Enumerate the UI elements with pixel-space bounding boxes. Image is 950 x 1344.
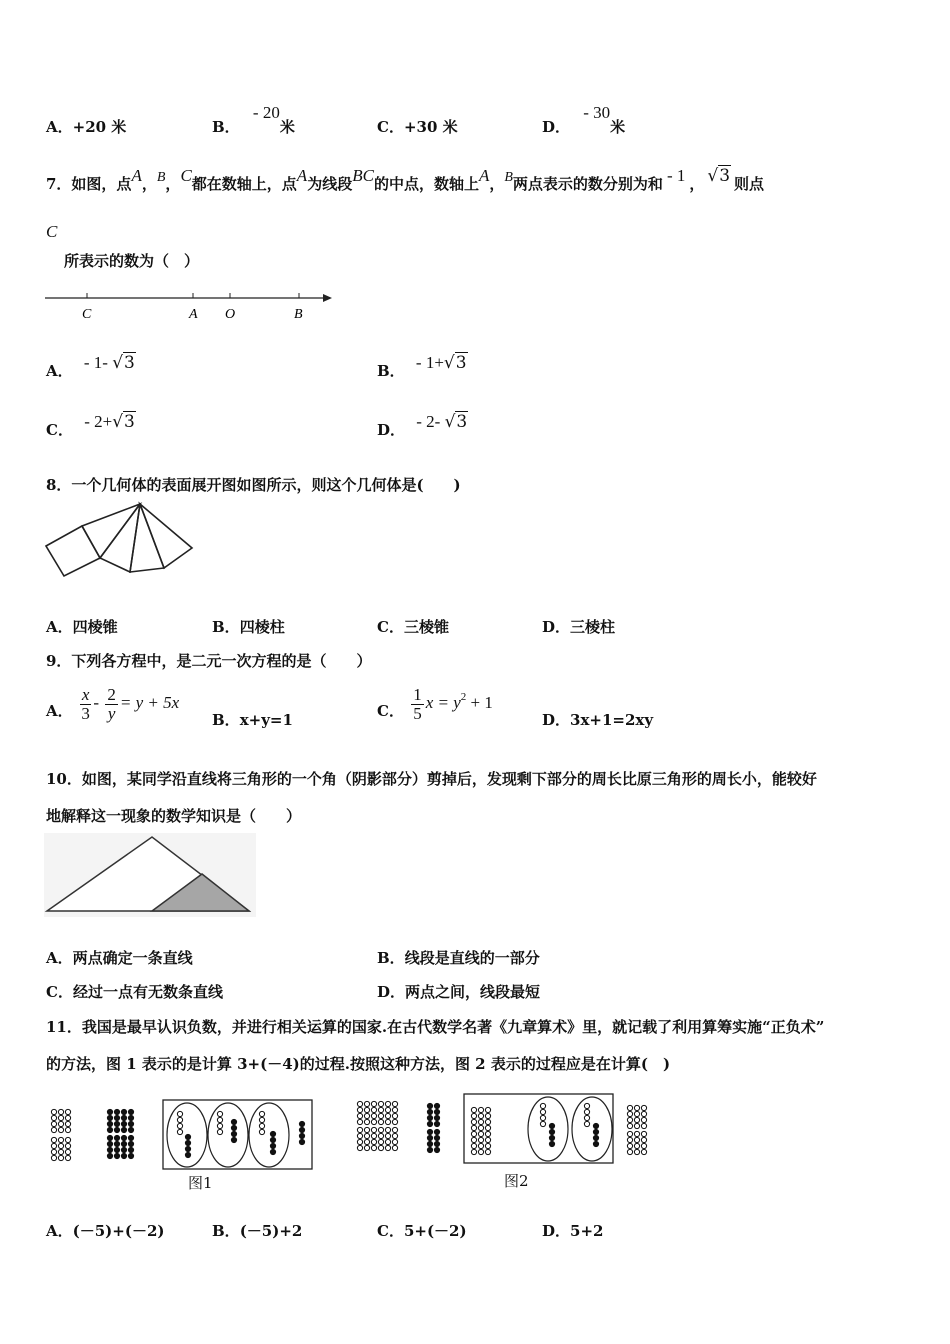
rod-hollow xyxy=(627,1137,632,1142)
rod-hollow xyxy=(471,1119,476,1124)
rod-hollow xyxy=(385,1119,390,1124)
rod-hollow xyxy=(485,1125,490,1130)
rod-filled xyxy=(270,1137,275,1142)
q11-option-a[interactable]: A．(－5)+(－2) xyxy=(46,1222,165,1240)
number-line-figure xyxy=(40,285,340,330)
rod-hollow xyxy=(357,1101,362,1106)
rod-hollow xyxy=(478,1131,483,1136)
rod-filled xyxy=(128,1153,133,1158)
fig2-pair-ellipse-1 xyxy=(528,1097,568,1161)
rod-filled xyxy=(270,1143,275,1148)
rod-hollow xyxy=(485,1119,490,1124)
q7-question-text: 7．如图，点A，B，C都在数轴上，点A为线段BC的中点，数轴上A，B两点表示的数分别为和 - 1 ， √3 则点 xyxy=(46,166,765,193)
rod-hollow xyxy=(371,1101,376,1106)
rod-hollow xyxy=(385,1107,390,1112)
rod-filled xyxy=(121,1147,126,1152)
rod-hollow xyxy=(634,1131,639,1136)
rod-hollow xyxy=(58,1109,63,1114)
rod-hollow xyxy=(378,1107,383,1112)
rod-hollow xyxy=(471,1131,476,1136)
rod-hollow xyxy=(364,1127,369,1132)
rod-filled xyxy=(107,1153,112,1158)
rod-hollow xyxy=(357,1133,362,1138)
rod-hollow xyxy=(217,1117,222,1122)
q8-option-a[interactable]: A．四棱锥 xyxy=(46,618,118,636)
rod-hollow xyxy=(371,1107,376,1112)
rod-hollow xyxy=(51,1155,56,1160)
rod-hollow xyxy=(485,1131,490,1136)
q9-question-text: 9．下列各方程中，是二元一次方程的是（ ） xyxy=(46,652,372,670)
rod-hollow xyxy=(371,1113,376,1118)
rod-hollow xyxy=(385,1113,390,1118)
rod-hollow xyxy=(627,1117,632,1122)
rod-filled xyxy=(121,1135,126,1140)
q8-option-c[interactable]: C．三棱锥 xyxy=(377,618,449,636)
rod-hollow xyxy=(471,1149,476,1154)
rod-hollow xyxy=(392,1107,397,1112)
rod-filled xyxy=(231,1119,236,1124)
rod-filled xyxy=(114,1115,119,1120)
rod-hollow xyxy=(177,1111,182,1116)
rod-filled xyxy=(107,1135,112,1140)
cut-triangle-figure xyxy=(44,833,256,917)
rod-hollow xyxy=(478,1113,483,1118)
rod-hollow xyxy=(65,1143,70,1148)
q7-option-a[interactable]: A． - 1- √3 xyxy=(46,353,135,380)
rod-filled xyxy=(121,1153,126,1158)
fig1-pair-ellipse-3 xyxy=(249,1103,289,1167)
rod-hollow xyxy=(65,1115,70,1120)
rod-filled xyxy=(107,1115,112,1120)
q8-option-b[interactable]: B．四棱柱 xyxy=(212,618,285,636)
rod-filled xyxy=(128,1135,133,1140)
rod-filled xyxy=(185,1146,190,1151)
rod-hollow xyxy=(392,1101,397,1106)
rod-hollow xyxy=(364,1119,369,1124)
rod-filled xyxy=(299,1121,304,1126)
rod-filled xyxy=(114,1121,119,1126)
rod-hollow xyxy=(65,1121,70,1126)
rod-filled xyxy=(121,1121,126,1126)
axis-label-o: O xyxy=(225,307,236,322)
rod-hollow xyxy=(259,1111,264,1116)
rod-filled xyxy=(427,1129,432,1134)
rod-hollow xyxy=(58,1121,63,1126)
rod-hollow xyxy=(540,1103,545,1108)
q10-question-line1: 10．如图，某同学沿直线将三角形的一个角（阴影部分）剪掉后，发现剩下部分的周长比原三角形的周长小，能较好 xyxy=(46,770,817,788)
rod-hollow xyxy=(259,1117,264,1122)
rod-hollow xyxy=(378,1133,383,1138)
rod-hollow xyxy=(385,1145,390,1150)
rod-hollow xyxy=(641,1105,646,1110)
rod-hollow xyxy=(641,1149,646,1154)
rod-hollow xyxy=(259,1129,264,1134)
rod-filled xyxy=(114,1109,119,1114)
rod-hollow xyxy=(371,1119,376,1124)
q7-question-text-line2: C 所表示的数为（ ） xyxy=(46,222,200,270)
rod-filled xyxy=(185,1134,190,1139)
rod-hollow xyxy=(627,1111,632,1116)
rod-hollow xyxy=(385,1133,390,1138)
q7-option-b[interactable]: B． - 1+√3 xyxy=(377,353,467,380)
rod-hollow xyxy=(627,1105,632,1110)
fig2-frame xyxy=(464,1094,613,1163)
q9-option-a[interactable]: A． $\frac{x}{3}$ - $\frac{2}{y}$ = y + 5x xyxy=(46,685,180,723)
rod-hollow xyxy=(357,1139,362,1144)
rod-filled xyxy=(434,1147,439,1152)
rod-hollow xyxy=(634,1105,639,1110)
rod-filled xyxy=(270,1131,275,1136)
rod-hollow xyxy=(217,1123,222,1128)
rod-filled xyxy=(593,1135,598,1140)
rod-filled xyxy=(549,1123,554,1128)
rod-filled xyxy=(427,1121,432,1126)
rod-filled xyxy=(107,1141,112,1146)
rod-filled xyxy=(427,1135,432,1140)
rod-hollow xyxy=(58,1155,63,1160)
rod-hollow xyxy=(485,1137,490,1142)
rod-hollow xyxy=(540,1115,545,1120)
rod-hollow xyxy=(392,1133,397,1138)
rod-hollow xyxy=(371,1139,376,1144)
rod-hollow xyxy=(51,1143,56,1148)
rod-hollow xyxy=(364,1145,369,1150)
rod-hollow xyxy=(364,1133,369,1138)
rod-hollow xyxy=(357,1119,362,1124)
rod-filled xyxy=(121,1141,126,1146)
rod-hollow xyxy=(627,1143,632,1148)
rod-hollow xyxy=(471,1137,476,1142)
rod-hollow xyxy=(385,1139,390,1144)
rod-filled xyxy=(299,1133,304,1138)
fig1-caption: 图1 xyxy=(188,1174,213,1192)
q11-option-b[interactable]: B．(－5)+2 xyxy=(212,1222,303,1240)
rod-filled xyxy=(427,1147,432,1152)
rod-hollow xyxy=(584,1121,589,1126)
rod-filled xyxy=(593,1129,598,1134)
rod-filled xyxy=(128,1127,133,1132)
rod-filled xyxy=(549,1135,554,1140)
rod-filled xyxy=(434,1109,439,1114)
q7-option-c[interactable]: C． - 2+√3 xyxy=(46,412,135,439)
rod-filled xyxy=(185,1140,190,1145)
rod-hollow xyxy=(634,1143,639,1148)
rod-hollow xyxy=(177,1117,182,1122)
rod-hollow xyxy=(51,1121,56,1126)
rod-hollow xyxy=(478,1149,483,1154)
fig1-frame xyxy=(163,1100,312,1169)
rod-hollow xyxy=(627,1131,632,1136)
rod-hollow xyxy=(634,1117,639,1122)
q11-option-d[interactable]: D．5+2 xyxy=(542,1222,604,1240)
rod-hollow xyxy=(357,1145,362,1150)
q11-option-c[interactable]: C．5+(－2) xyxy=(377,1222,467,1240)
rod-hollow xyxy=(58,1137,63,1142)
rod-hollow xyxy=(65,1127,70,1132)
rod-hollow xyxy=(371,1127,376,1132)
rod-hollow xyxy=(65,1137,70,1142)
rod-hollow xyxy=(58,1143,63,1148)
rod-hollow xyxy=(641,1111,646,1116)
rod-hollow xyxy=(641,1137,646,1142)
rod-hollow xyxy=(371,1133,376,1138)
fig2-caption: 图2 xyxy=(504,1172,529,1190)
q6-option-b[interactable]: B． - 20米 xyxy=(212,103,295,136)
rod-hollow xyxy=(58,1149,63,1154)
rod-hollow xyxy=(471,1113,476,1118)
rod-hollow xyxy=(478,1125,483,1130)
q11-question-line2: 的方法，图 1 表示的是计算 3+(－4)的过程.按照这种方法，图 2 表示的过程应是在计算( ) xyxy=(46,1055,671,1073)
rod-hollow xyxy=(378,1145,383,1150)
rod-filled xyxy=(231,1131,236,1136)
axis-label-c: C xyxy=(82,307,92,322)
rod-hollow xyxy=(478,1107,483,1112)
rod-filled xyxy=(114,1147,119,1152)
rod-hollow xyxy=(65,1109,70,1114)
rod-filled xyxy=(593,1123,598,1128)
sqrt3-expression: √3 xyxy=(707,166,731,186)
rod-hollow xyxy=(58,1115,63,1120)
rod-filled xyxy=(299,1139,304,1144)
rod-hollow xyxy=(385,1101,390,1106)
rod-filled xyxy=(128,1121,133,1126)
rod-hollow xyxy=(51,1127,56,1132)
rod-hollow xyxy=(634,1123,639,1128)
q6-option-c[interactable]: C．+30 米 xyxy=(377,118,458,136)
axis-label-b: B xyxy=(294,307,303,322)
rod-filled xyxy=(107,1109,112,1114)
rod-hollow xyxy=(65,1149,70,1154)
rod-hollow xyxy=(485,1143,490,1148)
rod-hollow xyxy=(471,1143,476,1148)
rod-hollow xyxy=(378,1127,383,1132)
rod-hollow xyxy=(634,1111,639,1116)
rod-hollow xyxy=(357,1127,362,1132)
rod-hollow xyxy=(385,1127,390,1132)
rod-hollow xyxy=(634,1149,639,1154)
rod-hollow xyxy=(217,1111,222,1116)
q7-option-d[interactable]: D． - 2- √3 xyxy=(377,412,468,439)
rod-hollow xyxy=(58,1127,63,1132)
rod-hollow xyxy=(471,1107,476,1112)
pyramid-net-figure xyxy=(44,502,196,580)
net-face-1 xyxy=(82,504,140,558)
fig2-pair-ellipse-2 xyxy=(572,1097,612,1161)
rod-hollow xyxy=(392,1139,397,1144)
rod-filled xyxy=(121,1115,126,1120)
rod-filled xyxy=(231,1125,236,1130)
rod-hollow xyxy=(627,1149,632,1154)
rod-filled xyxy=(299,1127,304,1132)
fig1-pair-ellipse-2 xyxy=(208,1103,248,1167)
rod-hollow xyxy=(485,1107,490,1112)
rod-hollow xyxy=(357,1107,362,1112)
rod-filled xyxy=(434,1135,439,1140)
rod-filled xyxy=(270,1149,275,1154)
rod-filled xyxy=(107,1147,112,1152)
rod-filled xyxy=(128,1147,133,1152)
rod-hollow xyxy=(378,1119,383,1124)
rod-hollow xyxy=(51,1109,56,1114)
rod-hollow xyxy=(51,1149,56,1154)
rod-hollow xyxy=(371,1145,376,1150)
rod-hollow xyxy=(177,1123,182,1128)
rod-filled xyxy=(107,1127,112,1132)
q6-option-d[interactable]: D． - 30米 xyxy=(542,103,626,136)
q10-option-a[interactable]: A．两点确定一条直线 xyxy=(46,949,193,967)
rod-hollow xyxy=(627,1123,632,1128)
q10-option-b[interactable]: B．线段是直线的一部分 xyxy=(377,949,540,967)
rod-hollow xyxy=(364,1139,369,1144)
rod-hollow xyxy=(641,1117,646,1122)
rod-hollow xyxy=(540,1109,545,1114)
rod-hollow xyxy=(485,1149,490,1154)
rod-filled xyxy=(434,1115,439,1120)
rod-filled xyxy=(114,1153,119,1158)
rod-filled xyxy=(114,1141,119,1146)
rod-hollow xyxy=(259,1123,264,1128)
rod-hollow xyxy=(478,1143,483,1148)
rod-filled xyxy=(549,1129,554,1134)
q9-option-d[interactable]: D．3x+1=2xy xyxy=(542,711,654,729)
axis-arrow-icon xyxy=(323,294,332,302)
rod-hollow xyxy=(364,1113,369,1118)
q8-question-text: 8．一个几何体的表面展开图如图所示，则这个几何体是( ) xyxy=(46,476,461,494)
counting-rods-figure xyxy=(40,1092,670,1172)
rod-hollow xyxy=(485,1113,490,1118)
rod-hollow xyxy=(584,1103,589,1108)
rod-filled xyxy=(434,1129,439,1134)
net-face-4 xyxy=(140,504,192,568)
rod-hollow xyxy=(357,1113,362,1118)
rod-hollow xyxy=(378,1113,383,1118)
rod-hollow xyxy=(540,1121,545,1126)
rod-filled xyxy=(121,1109,126,1114)
rod-filled xyxy=(427,1109,432,1114)
rod-hollow xyxy=(378,1139,383,1144)
rod-hollow xyxy=(584,1115,589,1120)
rod-hollow xyxy=(634,1137,639,1142)
q9-option-b[interactable]: B．x+y=1 xyxy=(212,711,293,729)
q11-question-line1: 11．我国是最早认识负数，并进行相关运算的国家.在古代数学名著《九章算术》里，就记载了利用算筹实施“正负术” xyxy=(46,1018,825,1036)
rod-filled xyxy=(107,1121,112,1126)
rod-hollow xyxy=(378,1101,383,1106)
rod-hollow xyxy=(478,1137,483,1142)
q9-option-c[interactable]: C． $\frac{1}{5}$ $x = y^2 + 1$ xyxy=(377,685,493,723)
rod-filled xyxy=(128,1109,133,1114)
rod-filled xyxy=(593,1141,598,1146)
rod-filled xyxy=(434,1141,439,1146)
q10-option-c[interactable]: C．经过一点有无数条直线 xyxy=(46,983,223,1001)
rod-hollow xyxy=(364,1107,369,1112)
net-face-2 xyxy=(100,504,140,572)
rod-filled xyxy=(549,1141,554,1146)
rod-hollow xyxy=(177,1129,182,1134)
rod-hollow xyxy=(392,1127,397,1132)
rod-filled xyxy=(114,1127,119,1132)
net-face-3 xyxy=(130,504,164,572)
rod-hollow xyxy=(51,1137,56,1142)
rod-hollow xyxy=(478,1119,483,1124)
rod-hollow xyxy=(364,1101,369,1106)
rod-filled xyxy=(128,1141,133,1146)
rod-hollow xyxy=(471,1125,476,1130)
rod-filled xyxy=(231,1137,236,1142)
rod-filled xyxy=(114,1135,119,1140)
rod-hollow xyxy=(392,1119,397,1124)
rod-hollow xyxy=(641,1143,646,1148)
rod-filled xyxy=(427,1141,432,1146)
rod-filled xyxy=(128,1115,133,1120)
rod-hollow xyxy=(217,1129,222,1134)
rod-hollow xyxy=(641,1123,646,1128)
rod-hollow xyxy=(392,1113,397,1118)
rod-filled xyxy=(121,1127,126,1132)
rod-hollow xyxy=(392,1145,397,1150)
rod-hollow xyxy=(65,1155,70,1160)
rod-filled xyxy=(434,1103,439,1108)
axis-label-a: A xyxy=(189,307,198,322)
rod-hollow xyxy=(584,1109,589,1114)
rod-filled xyxy=(427,1103,432,1108)
rod-filled xyxy=(427,1115,432,1120)
q10-question-line2: 地解释这一现象的数学知识是（ ） xyxy=(46,807,302,825)
rod-hollow xyxy=(51,1115,56,1120)
q8-option-d[interactable]: D．三棱柱 xyxy=(542,618,616,636)
rod-filled xyxy=(185,1152,190,1157)
net-base-square xyxy=(46,526,100,576)
rod-hollow xyxy=(641,1131,646,1136)
q6-option-a[interactable]: A．+20 米 xyxy=(46,118,127,136)
q10-option-d[interactable]: D．两点之间，线段最短 xyxy=(377,983,541,1001)
rod-filled xyxy=(434,1121,439,1126)
